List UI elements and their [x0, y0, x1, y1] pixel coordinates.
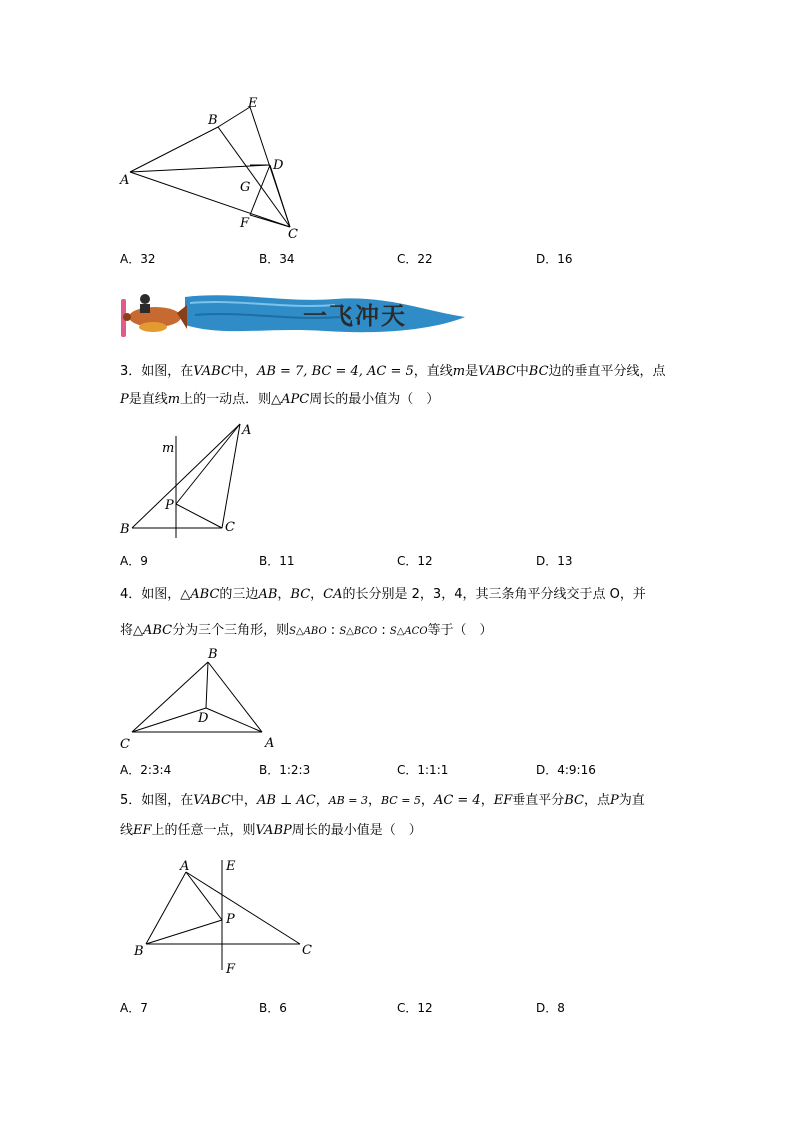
q5-figure [122, 852, 322, 982]
q3-label-m: m [162, 441, 175, 456]
q2-option-c[interactable]: C．22 [397, 252, 433, 266]
q5-option-a[interactable]: A．7 [120, 1001, 148, 1015]
q3-question [120, 358, 680, 414]
q2-label-A: A [120, 173, 130, 188]
airplane-icon [121, 294, 187, 337]
q2-option-d[interactable]: D．16 [536, 252, 573, 266]
q5-option-d[interactable]: D．8 [536, 1001, 565, 1015]
q5-label-B: B [134, 944, 144, 959]
q3-figure [112, 418, 262, 543]
q5-option-b[interactable]: B．6 [259, 1001, 287, 1015]
q2-label-B: B [208, 113, 218, 128]
q5-line-1: 5．如图，在VABC中，AB ⊥ AC，AB = 3，BC = 5，AC = 4，EF垂直平分BC，点P为直 [120, 793, 645, 808]
q4-option-d[interactable]: D．4:9:16 [536, 763, 596, 777]
q3-label-A: A [242, 423, 252, 438]
q5-options [120, 999, 680, 1019]
q5-option-c[interactable]: C．12 [397, 1001, 433, 1015]
q3-option-c[interactable]: C．12 [397, 554, 433, 568]
q5-label-F: F [226, 962, 236, 977]
q2-option-b[interactable]: B．34 [259, 252, 295, 266]
q5-line-2: 线EF上的任意一点，则VABP周长的最小值是（ ） [120, 823, 422, 838]
q4-line-2: 将△ABC分为三个三角形，则S△ABO : S△BCO : S△ACO等于（ ） [120, 623, 493, 638]
q2-label-C: C [288, 227, 298, 242]
q3-option-b[interactable]: B．11 [259, 554, 295, 568]
banner-title: 一飞冲天 [303, 302, 407, 330]
q4-label-D: D [198, 711, 209, 726]
q4-options [120, 761, 680, 781]
q5-question [120, 786, 680, 846]
q5-label-P: P [226, 912, 235, 927]
q5-label-A: A [180, 859, 190, 874]
q2-options [120, 250, 680, 270]
q4-label-C: C [120, 737, 130, 752]
q3-option-d[interactable]: D．13 [536, 554, 573, 568]
q3-line-2: P是直线m上的一动点．则△APC周长的最小值为（ ） [120, 392, 440, 407]
q4-label-A: A [265, 736, 275, 751]
q2-label-E: E [248, 96, 258, 111]
q4-figure [112, 640, 287, 755]
q4-option-c[interactable]: C．1:1:1 [397, 763, 449, 777]
q4-option-b[interactable]: B．1:2:3 [259, 763, 311, 777]
q3-label-C: C [225, 520, 235, 535]
q2-figure [110, 95, 310, 245]
q4-option-a[interactable]: A．2:3:4 [120, 763, 172, 777]
q2-label-F: F [240, 216, 250, 231]
q3-label-P: P [165, 498, 174, 513]
q5-label-C: C [302, 943, 312, 958]
q3-options [120, 552, 680, 572]
q3-line-1: 3．如图，在VABC中，AB = 7, BC = 4, AC = 5，直线m是VABC中BC边的垂直平分线，点 [120, 364, 666, 379]
q2-option-a[interactable]: A．32 [120, 252, 156, 266]
q4-line-1: 4．如图，△ABC的三边AB，BC，CA的长分别是 2，3，4，其三条角平分线交于点 O，并 [120, 587, 646, 602]
q4-label-B: B [208, 647, 218, 662]
q2-label-G: G [240, 180, 251, 195]
q5-label-E: E [226, 859, 236, 874]
q3-option-a[interactable]: A．9 [120, 554, 148, 568]
q2-label-D: D [273, 158, 284, 173]
banner-graphic [115, 285, 470, 340]
q3-label-B: B [120, 522, 130, 537]
